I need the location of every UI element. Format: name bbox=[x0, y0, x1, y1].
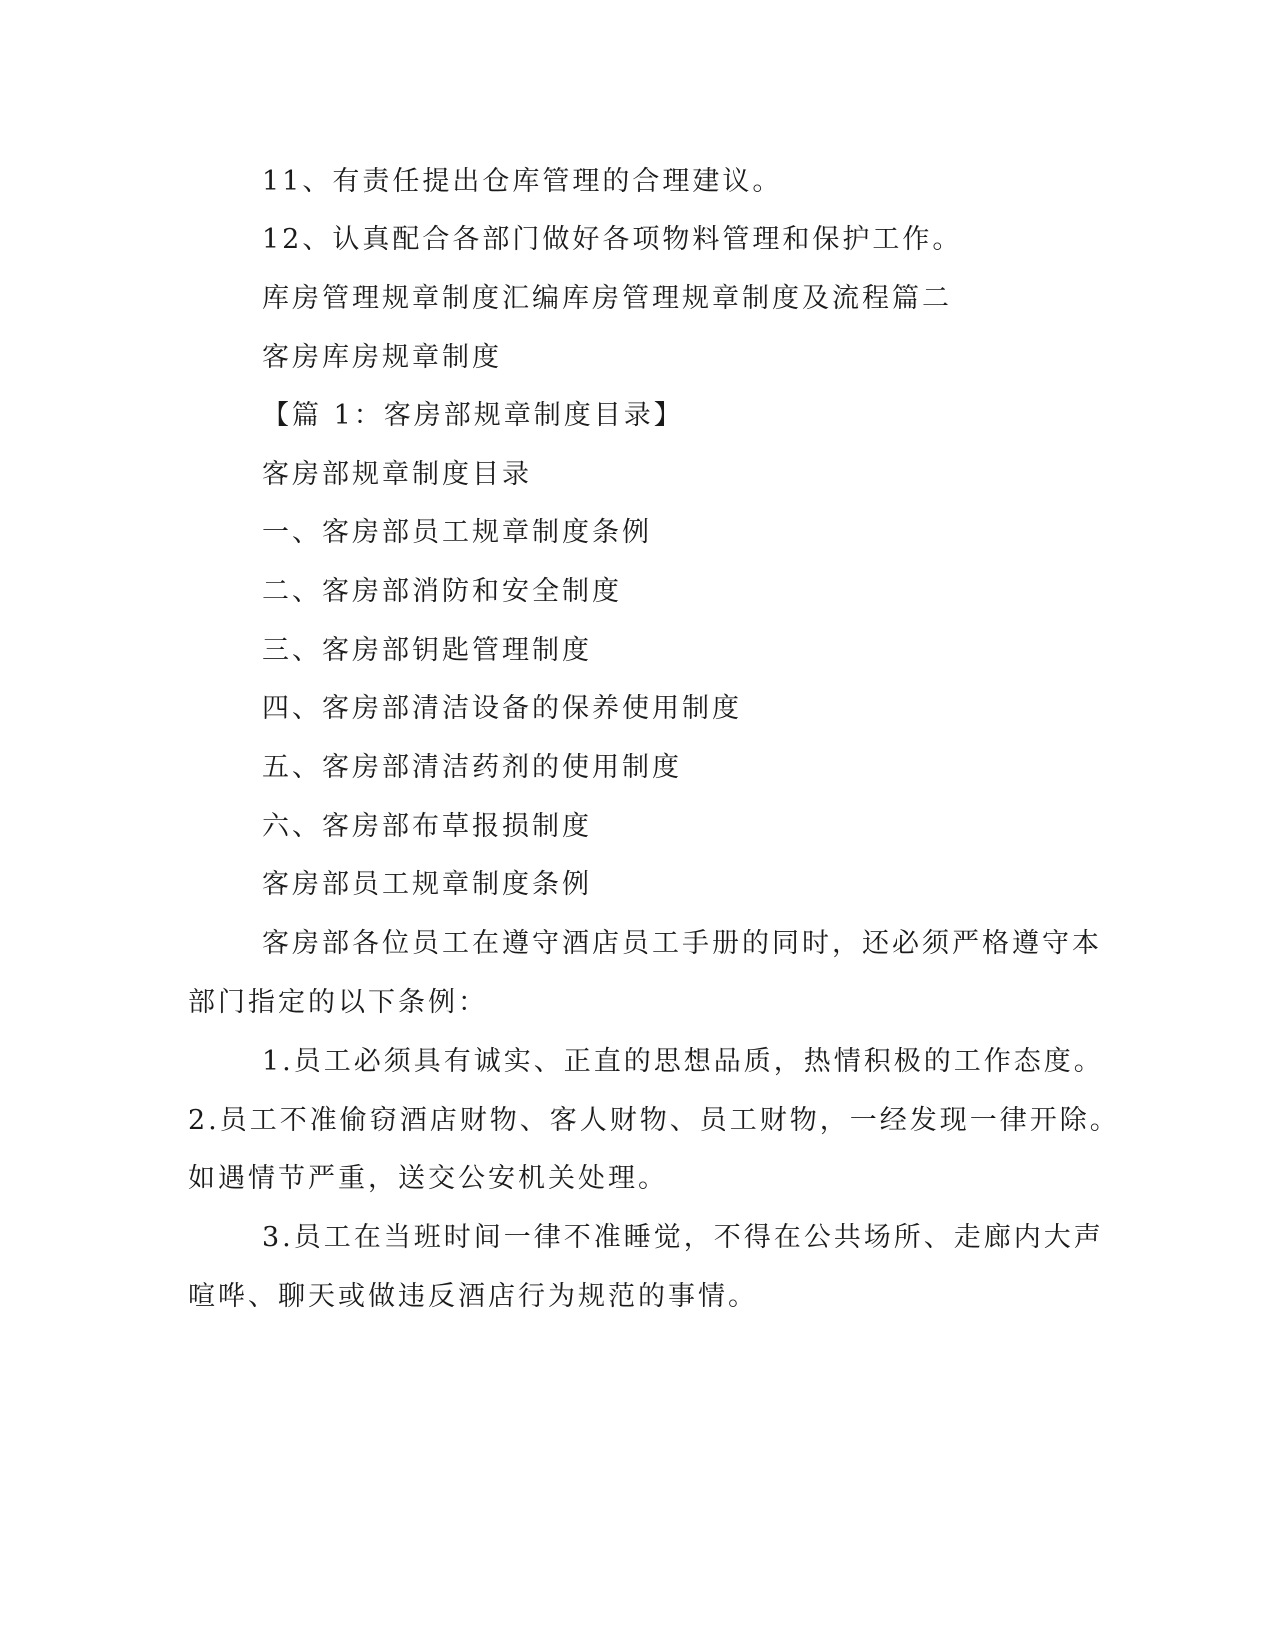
rule-2-line-2: 如遇情节严重，送交公安机关处理。 bbox=[188, 1163, 668, 1194]
rule-2-line-1: 2.员工不准偷窃酒店财物、客人财物、员工财物，一经发现一律开除。 bbox=[188, 1105, 1120, 1136]
section-heading: 库房管理规章制度汇编库房管理规章制度及流程篇二 bbox=[262, 283, 952, 314]
toc-item-6: 六、客房部布草报损制度 bbox=[262, 811, 592, 842]
rule-1: 1.员工必须具有诚实、正直的思想品质，热情积极的工作态度。 bbox=[262, 1046, 1104, 1077]
toc-item-1: 一、客房部员工规章制度条例 bbox=[262, 517, 652, 548]
toc-item-4: 四、客房部清洁设备的保养使用制度 bbox=[262, 693, 742, 724]
intro-paragraph-line-1: 客房部各位员工在遵守酒店员工手册的同时，还必须严格遵守本 bbox=[262, 928, 1102, 959]
toc-item-5: 五、客房部清洁药剂的使用制度 bbox=[262, 752, 682, 783]
paragraph-item-12: 12、认真配合各部门做好各项物料管理和保护工作。 bbox=[262, 224, 963, 255]
rule-3-line-1: 3.员工在当班时间一律不准睡觉，不得在公共场所、走廊内大声 bbox=[262, 1222, 1104, 1253]
toc-heading: 客房部规章制度目录 bbox=[262, 459, 532, 490]
paragraph-item-11: 11、有责任提出仓库管理的合理建议。 bbox=[262, 166, 783, 197]
subtitle: 客房库房规章制度 bbox=[262, 342, 502, 373]
rule-3-line-2: 喧哗、聊天或做违反酒店行为规范的事情。 bbox=[188, 1281, 758, 1312]
toc-item-2: 二、客房部消防和安全制度 bbox=[262, 576, 622, 607]
toc-item-3: 三、客房部钥匙管理制度 bbox=[262, 635, 592, 666]
section-title: 客房部员工规章制度条例 bbox=[262, 869, 592, 900]
chapter-heading: 【篇 1：客房部规章制度目录】 bbox=[262, 400, 684, 431]
intro-paragraph-line-2: 部门指定的以下条例： bbox=[188, 987, 488, 1018]
